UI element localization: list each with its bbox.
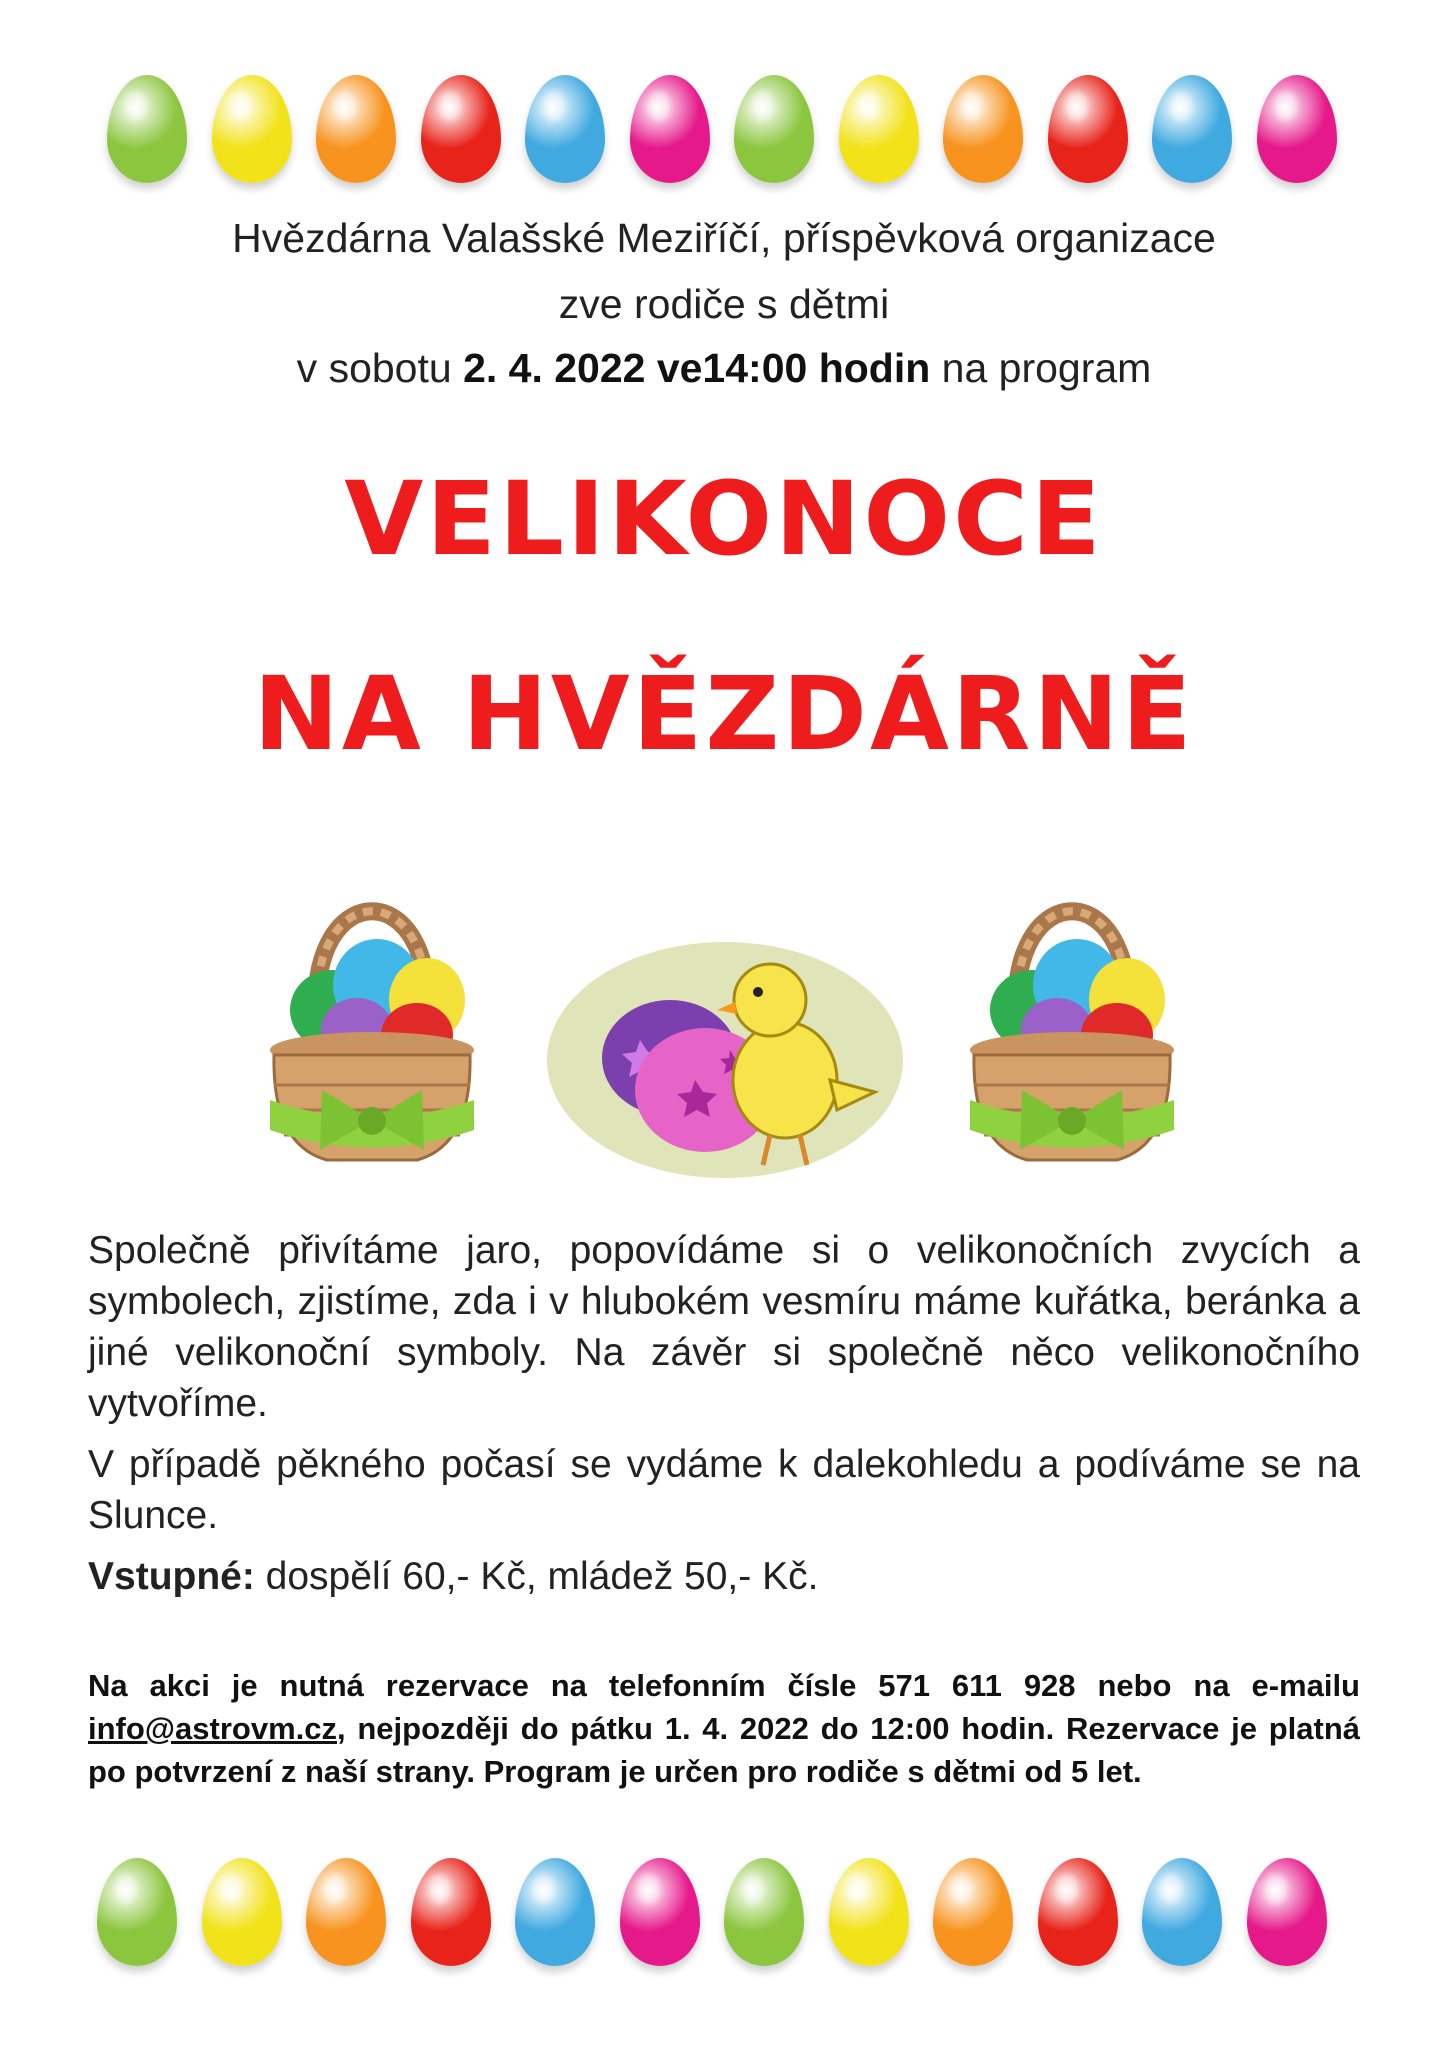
date-line bbox=[0, 345, 1448, 392]
easter-egg bbox=[734, 75, 814, 183]
reservation-notice bbox=[88, 1664, 1360, 1793]
easter-egg bbox=[1247, 1858, 1327, 1966]
easter-egg bbox=[202, 1858, 282, 1966]
entry-fee-text: dospělí 60,- Kč, mládež 50,- Kč. bbox=[254, 1555, 819, 1598]
easter-egg bbox=[620, 1858, 700, 1966]
chick-with-eggs-illustration bbox=[545, 940, 905, 1180]
program-description bbox=[88, 1225, 1360, 1612]
bottom-egg-border bbox=[0, 1858, 1448, 1988]
event-date-time: 2. 4. 2022 ve14:00 hodin bbox=[463, 345, 931, 391]
description-paragraph-1: Společně přivítáme jaro, popovídáme si o velikonočních zvycích a symbolech, zjistíme, zda i v hlubokém vesmíru máme kuřátka, beránka a jiné velikonoční symboly. Na závěr si společně něco velikonočního vytvoříme. bbox=[88, 1229, 1360, 1425]
easter-basket-right-illustration bbox=[962, 845, 1182, 1175]
easter-egg bbox=[943, 75, 1023, 183]
easter-egg bbox=[1048, 75, 1128, 183]
top-egg-border bbox=[0, 75, 1448, 205]
organizer-line: Hvězdárna Valašské Meziříčí, příspěvková organizace bbox=[232, 215, 1216, 261]
easter-egg bbox=[1038, 1858, 1118, 1966]
email-link[interactable]: info@astrovm.cz bbox=[88, 1711, 337, 1746]
event-title-line1: VELIKONOCE bbox=[344, 460, 1104, 579]
easter-egg bbox=[724, 1858, 804, 1966]
reservation-notice-part2: , nejpozději do pátku 1. 4. 2022 do 12:00 hodin. Rezervace je platná po potvrzení z naší strany. Program je určen pro rodiče s dětmi od 5 let. bbox=[88, 1711, 1360, 1789]
easter-egg bbox=[839, 75, 919, 183]
easter-egg bbox=[933, 1858, 1013, 1966]
reservation-notice-part1: Na akci je nutná rezervace na telefonním čísle 571 611 928 nebo na e-mailu bbox=[88, 1668, 1360, 1703]
event-title-line2: NA HVĚZDÁRNĚ bbox=[253, 655, 1195, 774]
easter-egg bbox=[107, 75, 187, 183]
easter-egg bbox=[212, 75, 292, 183]
date-line-suffix: na program bbox=[930, 345, 1152, 391]
easter-egg bbox=[316, 75, 396, 183]
easter-basket-left-illustration bbox=[262, 845, 482, 1175]
invitation-line: zve rodiče s dětmi bbox=[558, 281, 890, 327]
easter-egg bbox=[97, 1858, 177, 1966]
entry-fee bbox=[88, 1551, 1360, 1602]
easter-egg bbox=[411, 1858, 491, 1966]
easter-egg bbox=[525, 75, 605, 183]
easter-egg bbox=[1257, 75, 1337, 183]
easter-egg bbox=[630, 75, 710, 183]
date-line-prefix: v sobotu bbox=[296, 345, 464, 391]
easter-egg bbox=[421, 75, 501, 183]
easter-egg bbox=[829, 1858, 909, 1966]
entry-fee-label: Vstupné: bbox=[88, 1555, 255, 1598]
easter-egg bbox=[1152, 75, 1232, 183]
easter-egg bbox=[1142, 1858, 1222, 1966]
description-paragraph-2: V případě pěkného počasí se vydáme k dalekohledu a podíváme se na Slunce. bbox=[88, 1443, 1360, 1537]
easter-egg bbox=[306, 1858, 386, 1966]
easter-egg bbox=[515, 1858, 595, 1966]
